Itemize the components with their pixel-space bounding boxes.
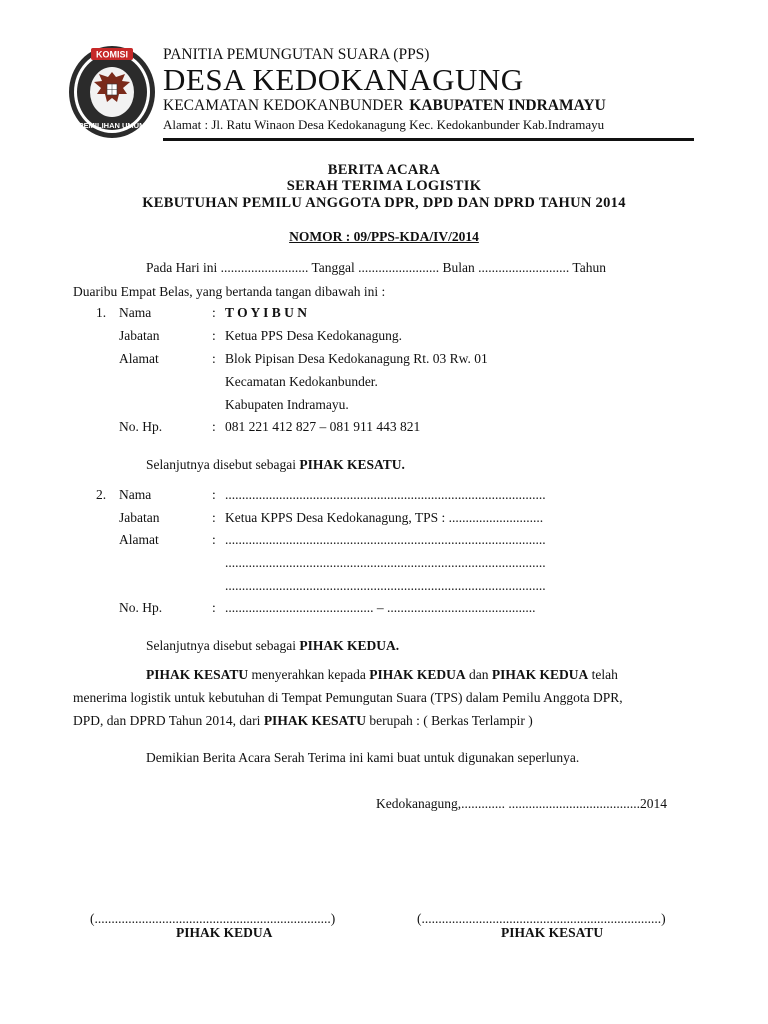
- closing-statement: Demikian Berita Acara Serah Terima ini kami buat untuk digunakan seperlunya.: [146, 750, 580, 765]
- header-kecamatan-line: [163, 97, 606, 115]
- party1-colon: :: [212, 328, 216, 343]
- signature-label-right: PIHAK KESATU: [501, 925, 604, 940]
- party2-alamat-label: Alamat: [119, 532, 159, 547]
- party1-nama: T O Y I B U N: [225, 305, 308, 320]
- title-line3: KEBUTUHAN PEMILU ANGGOTA DPR, DPD DAN DPRD TAHUN 2014: [142, 195, 626, 211]
- party2-colon: :: [212, 510, 216, 525]
- party1-hp: 081 221 412 827 – 081 911 443 821: [225, 419, 421, 434]
- party2-alamat1: ...............................................................................................: [225, 532, 546, 547]
- party1-jabatan: Ketua PPS Desa Kedokanagung.: [225, 328, 402, 343]
- body-text: DPD, dan DPRD Tahun 2014, dari: [73, 713, 264, 728]
- body-text: berupah : ( Berkas Terlampir ): [365, 713, 533, 728]
- title-line1: BERITA ACARA: [327, 162, 441, 178]
- party1-jabatan-label: Jabatan: [119, 328, 160, 343]
- title-line2: SERAH TERIMA LOGISTIK: [286, 178, 482, 194]
- body-pihak-kesatu: PIHAK KESATU: [146, 667, 249, 682]
- intro-line1: Pada Hari ini .......................... Tanggal ........................ Bulan ........................... Tahun: [146, 260, 606, 275]
- logo-text-bottom: PEMILIHAN UMUM: [78, 121, 146, 130]
- party1-nama-label: Nama: [119, 305, 152, 320]
- party1-colon: :: [212, 305, 216, 320]
- party1-alamat3: Kabupaten Indramayu.: [225, 397, 349, 412]
- party1-number: 1.: [96, 305, 107, 320]
- party1-alamat2: Kecamatan Kedokanbunder.: [225, 374, 378, 389]
- header-desa: DESA KEDOKANAGUNG: [163, 62, 524, 97]
- party1-hp-label: No. Hp.: [119, 419, 163, 434]
- signature-label-left: PIHAK KEDUA: [176, 925, 273, 940]
- signature-line-right: (.......................................................................): [417, 911, 666, 926]
- party1-colon: :: [212, 419, 216, 434]
- party2-alamat3: ...............................................................................................: [225, 578, 546, 593]
- party2-jabatan: Ketua KPPS Desa Kedokanagung, TPS : ............................: [225, 510, 544, 525]
- party1-pihak: PIHAK KESATU.: [299, 457, 405, 472]
- party1-colon: :: [212, 351, 216, 366]
- document-number: [0, 229, 768, 245]
- header-kabupaten: KABUPATEN INDRAMAYU: [409, 97, 606, 114]
- body-pihak-kesatu: PIHAK KESATU: [263, 713, 366, 728]
- party1-alamat-label: Alamat: [119, 351, 159, 366]
- party2-nama: ...............................................................................................: [225, 487, 546, 502]
- party2-jabatan-label: Jabatan: [119, 510, 160, 525]
- party2-colon: :: [212, 600, 216, 615]
- party2-selanjutnya: [146, 638, 399, 654]
- header-address: Alamat : Jl. Ratu Winaon Desa Kedokanagung Kec. Kedokanbunder Kab.Indramayu: [163, 117, 605, 132]
- kpu-logo: [67, 44, 157, 140]
- party2-number: 2.: [96, 487, 107, 502]
- body-pihak-kedua: PIHAK KEDUA: [491, 667, 589, 682]
- header-org: PANITIA PEMUNGUTAN SUARA (PPS): [163, 46, 430, 63]
- party2-pihak: PIHAK KEDUA.: [299, 638, 400, 653]
- logo-text-top: KOMISI: [95, 49, 129, 60]
- body-line3: [73, 713, 533, 729]
- body-pihak-kedua: PIHAK KEDUA: [369, 667, 466, 682]
- body-line2: menerima logistik untuk kebutuhan di Tempat Pemungutan Suara (TPS) dalam Pemilu Anggota DPR,: [73, 690, 623, 705]
- header-kecamatan: KECAMATAN KEDOKANBUNDER: [163, 97, 404, 114]
- header-divider: [163, 138, 694, 141]
- party2-alamat2: ...............................................................................................: [225, 555, 546, 570]
- document-number-text: NOMOR : 09/PPS-KDA/IV/2014: [289, 229, 479, 244]
- signature-line-left: (......................................................................): [90, 911, 336, 926]
- party2-colon: :: [212, 532, 216, 547]
- party1-alamat1: Blok Pipisan Desa Kedokanagung Rt. 03 Rw. 01: [225, 351, 488, 366]
- intro-line2: Duaribu Empat Belas, yang bertanda tangan dibawah ini :: [73, 284, 386, 299]
- party2-hp-label: No. Hp.: [119, 600, 163, 615]
- party1-selanjutnya: [146, 457, 405, 473]
- body-text: menyerahkan kepada: [248, 667, 370, 682]
- party2-hp: ............................................ – ............................................: [225, 600, 536, 615]
- body-text: telah: [588, 667, 618, 682]
- body-line1: [146, 667, 618, 683]
- party2-colon: :: [212, 487, 216, 502]
- party2-nama-label: Nama: [119, 487, 152, 502]
- party1-selanjutnya-text: Selanjutnya disebut sebagai: [146, 457, 300, 472]
- party2-selanjutnya-text: Selanjutnya disebut sebagai: [146, 638, 300, 653]
- body-text: dan: [465, 667, 492, 682]
- place-date: Kedokanagung,............. .......................................2014: [376, 796, 667, 811]
